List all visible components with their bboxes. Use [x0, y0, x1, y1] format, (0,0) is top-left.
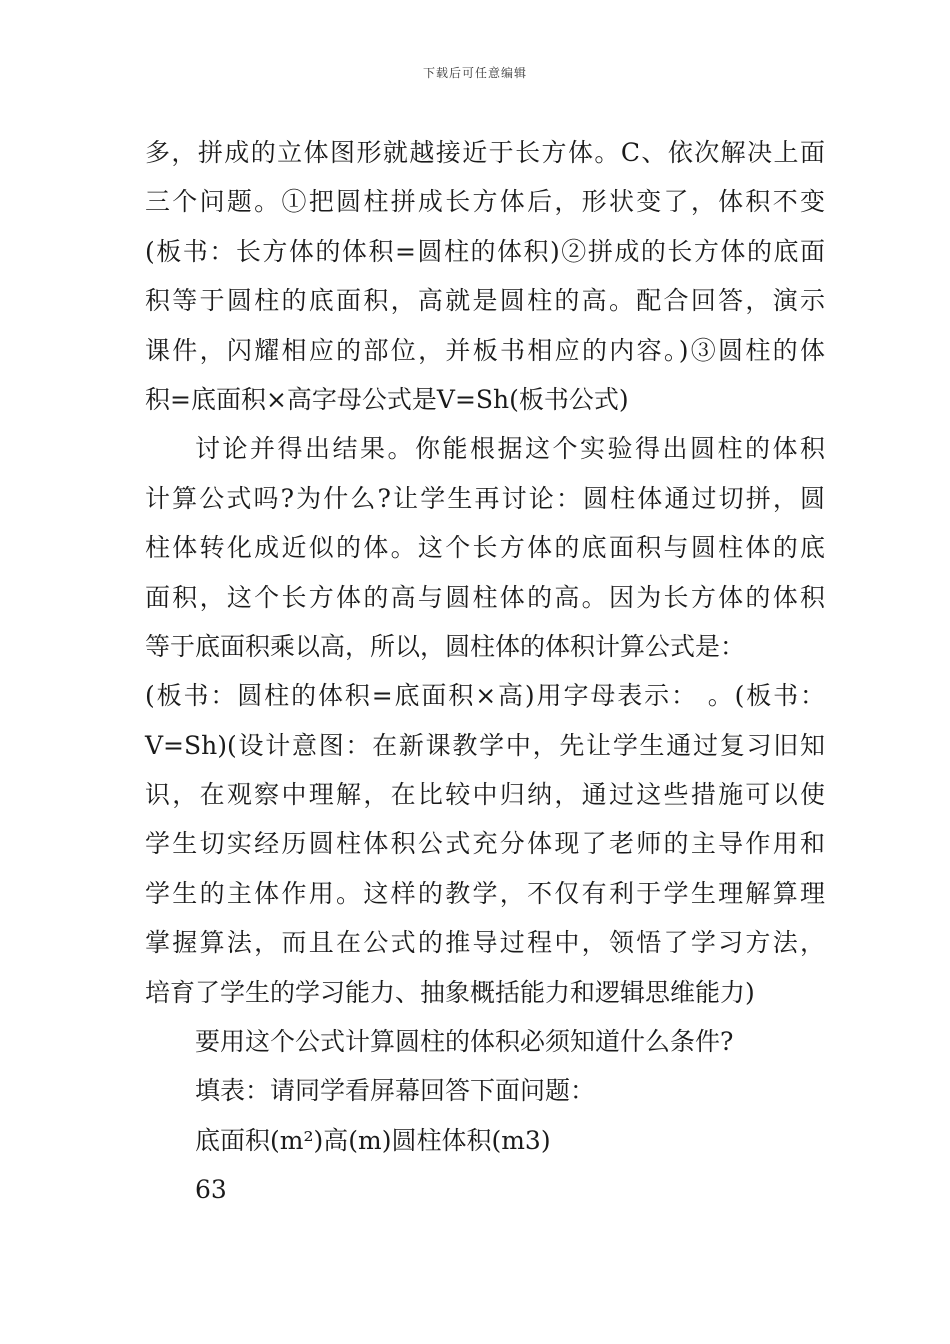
paragraph-line: 等于底面积乘以高，所以，圆柱体的体积计算公式是：	[145, 631, 746, 661]
paragraph-line: 三个问题。①把圆柱拼成长方体后，形状变了，体积不变	[145, 187, 825, 217]
paragraph-line: 柱体转化成近似的体。这个长方体的底面积与圆柱体的底	[145, 533, 825, 563]
paragraph-line: (板书：圆柱的体积=底面积×高)用字母表示： 。(板书：	[145, 681, 825, 711]
paragraph-line: 学生的主体作用。这样的教学，不仅有利于学生理解算理	[145, 878, 825, 908]
paragraph-line: 面积，这个长方体的高与圆柱体的高。因为长方体的体积	[145, 582, 825, 612]
paragraph-line: 多，拼成的立体图形就越接近于长方体。C、依次解决上面	[145, 138, 825, 167]
paragraph-line: 讨论并得出结果。你能根据这个实验得出圆柱的体积	[195, 434, 825, 464]
table-value-line: 63	[195, 1175, 227, 1205]
paragraph-line: 积=底面积×高字母公式是V=Sh(板书公式)	[145, 384, 629, 414]
paragraph-line: 要用这个公式计算圆柱的体积必须知道什么条件?	[195, 1027, 734, 1057]
body-text	[145, 128, 825, 1215]
paragraph-line: V=Sh)(设计意图：在新课教学中，先让学生通过复习旧知	[145, 730, 825, 760]
paragraph-line: (板书：长方体的体积=圆柱的体积)②拼成的长方体的底面	[145, 236, 825, 266]
table-header-line: 底面积(m²)高(m)圆柱体积(m3)	[195, 1125, 551, 1155]
paragraph-line: 填表：请同学看屏幕回答下面问题：	[195, 1076, 596, 1106]
paragraph-line: 学生切实经历圆柱体积公式充分体现了老师的主导作用和	[145, 829, 825, 859]
paragraph-line: 识，在观察中理解，在比较中归纳，通过这些措施可以使	[145, 780, 825, 810]
paragraph-line: 掌握算法，而且在公式的推导过程中，领悟了学习方法，	[145, 928, 825, 958]
paragraph-line: 计算公式吗?为什么?让学生再讨论：圆柱体通过切拼，圆	[145, 483, 825, 513]
paragraph-line: 课件，闪耀相应的部位，并板书相应的内容。)③圆柱的体	[145, 335, 825, 365]
paragraph-line: 积等于圆柱的底面积，高就是圆柱的高。配合回答，演示	[145, 286, 825, 316]
paragraph-line: 培育了学生的学习能力、抽象概括能力和逻辑思维能力)	[145, 977, 755, 1007]
page-header: 下载后可任意编辑	[422, 66, 527, 80]
